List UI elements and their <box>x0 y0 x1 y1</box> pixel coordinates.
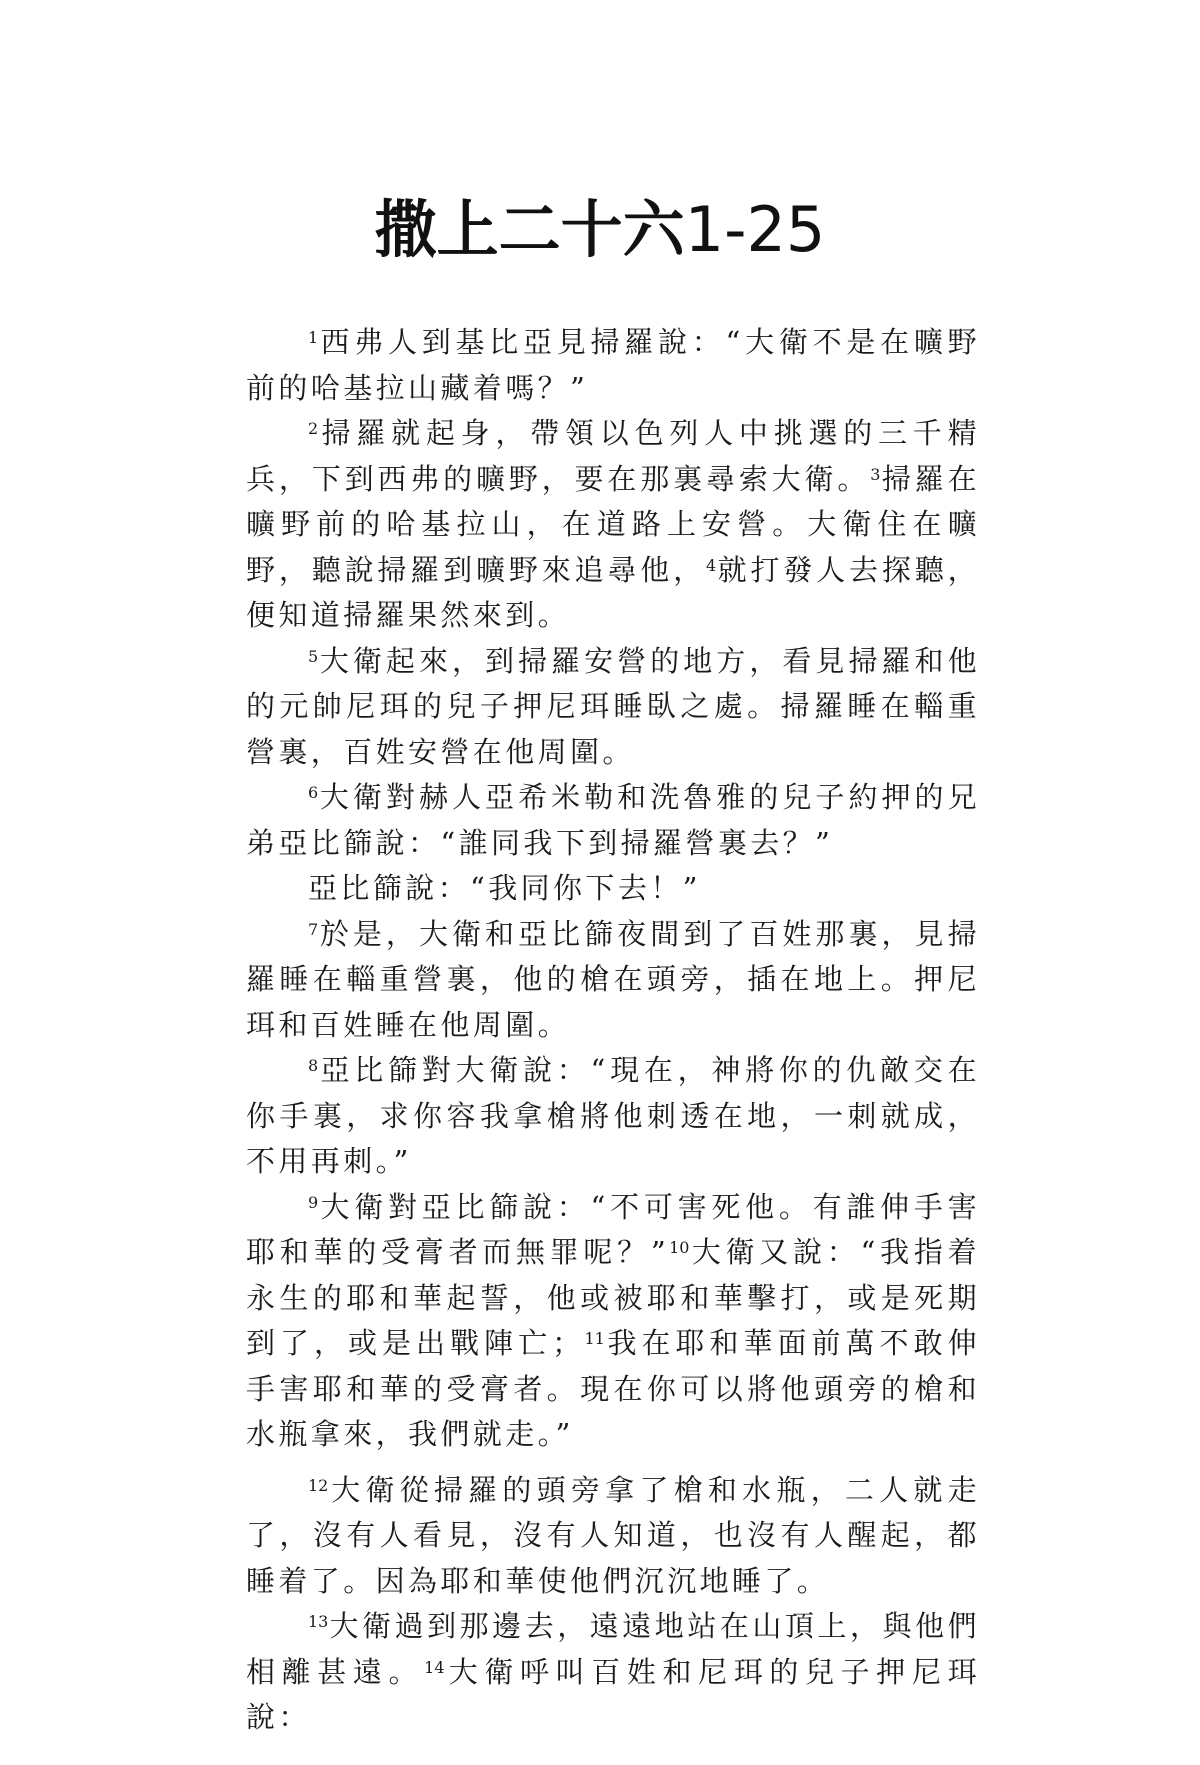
verse-number: 5 <box>308 646 319 666</box>
paragraph <box>246 912 980 1049</box>
verse-number: 8 <box>308 1056 319 1076</box>
paragraph <box>246 411 980 639</box>
verse-number: 11 <box>584 1329 605 1349</box>
paragraph <box>246 639 980 776</box>
paragraph <box>246 1604 980 1741</box>
verse-text: 大衛對赫人亞希米勒和洗魯雅的兒子約押的兄弟亞比篩說：“誰同我下到掃羅營裏去？” <box>246 780 980 860</box>
paragraph <box>246 1468 980 1605</box>
verse-text: 大衛又說：“我指着永生的耶和華起誓，他或被耶和華擊打，或是死期到了，或是出戰陣亡； <box>246 1235 980 1360</box>
book-chapter: 撒上二十六 <box>374 193 685 266</box>
verse-text: 西弗人到基比亞見掃羅說：“大衛不是在曠野前的哈基拉山藏着嗎？” <box>246 325 980 405</box>
scripture-text <box>246 320 980 1741</box>
verse-text: 大衛過到那邊去，遠遠地站在山頂上，與他們相離甚遠。 <box>246 1609 980 1689</box>
paragraph <box>246 1048 980 1185</box>
verse-number: 12 <box>308 1475 329 1495</box>
verse-number: 2 <box>308 419 319 439</box>
verse-text: 亞比篩說：“我同你下去！” <box>308 871 701 905</box>
verse-text: 大衛對亞比篩說：“不可害死他。有誰伸手害耶和華的受膏者而無罪呢？” <box>246 1189 980 1269</box>
verse-text: 掃羅在曠野前的哈基拉山，在道路上安營。大衛住在曠野，聽說掃羅到曠野來追尋他， <box>246 461 981 587</box>
verse-number: 10 <box>669 1238 690 1258</box>
verse-text: 掃羅就起身，帶領以色列人中挑選的三千精兵，下到西弗的曠野，要在那裏尋索大衛。 <box>246 416 980 496</box>
verse-text: 就打發人去探聽，便知道掃羅果然來到。 <box>246 552 980 632</box>
verse-number: 9 <box>308 1192 319 1212</box>
verse-number: 13 <box>308 1612 329 1632</box>
verse-text: 大衛起來，到掃羅安營的地方，看見掃羅和他的元帥尼珥的兒子押尼珥睡臥之處。掃羅睡在輜重營裏，百姓安營在他周圍。 <box>246 643 980 769</box>
verse-number: 14 <box>424 1657 445 1677</box>
verse-text: 大衛呼叫百姓和尼珥的兒子押尼珥說： <box>246 1654 980 1734</box>
verse-number: 6 <box>308 783 319 803</box>
verse-text: 大衛從掃羅的頭旁拿了槍和水瓶，二人就走了，沒有人看見，沒有人知道，也沒有人醒起，都睡着了。因為耶和華使他們沉沉地睡了。 <box>246 1472 980 1598</box>
paragraph <box>246 1185 980 1458</box>
paragraph <box>246 866 980 912</box>
verse-text: 我在耶和華面前萬不敢伸手害耶和華的受膏者。現在你可以將他頭旁的槍和水瓶拿來，我們就走。” <box>246 1326 980 1451</box>
verse-number: 3 <box>870 464 881 484</box>
paragraph <box>246 775 980 866</box>
verse-range: 1-25 <box>684 193 826 266</box>
verse-number: 4 <box>705 555 717 575</box>
verse-number: 1 <box>308 328 319 348</box>
verse-number: 7 <box>308 919 319 939</box>
verse-text: 亞比篩對大衛說：“現在，神將你的仇敵交在你手裏，求你容我拿槍將他刺透在地，一刺就成，不用再刺。” <box>246 1053 980 1178</box>
verse-text: 於是，大衛和亞比篩夜間到了百姓那裏，見掃羅睡在輜重營裏，他的槍在頭旁，插在地上。押尼珥和百姓睡在他周圍。 <box>246 916 980 1042</box>
page-title <box>0 190 1200 270</box>
paragraph <box>246 320 980 411</box>
